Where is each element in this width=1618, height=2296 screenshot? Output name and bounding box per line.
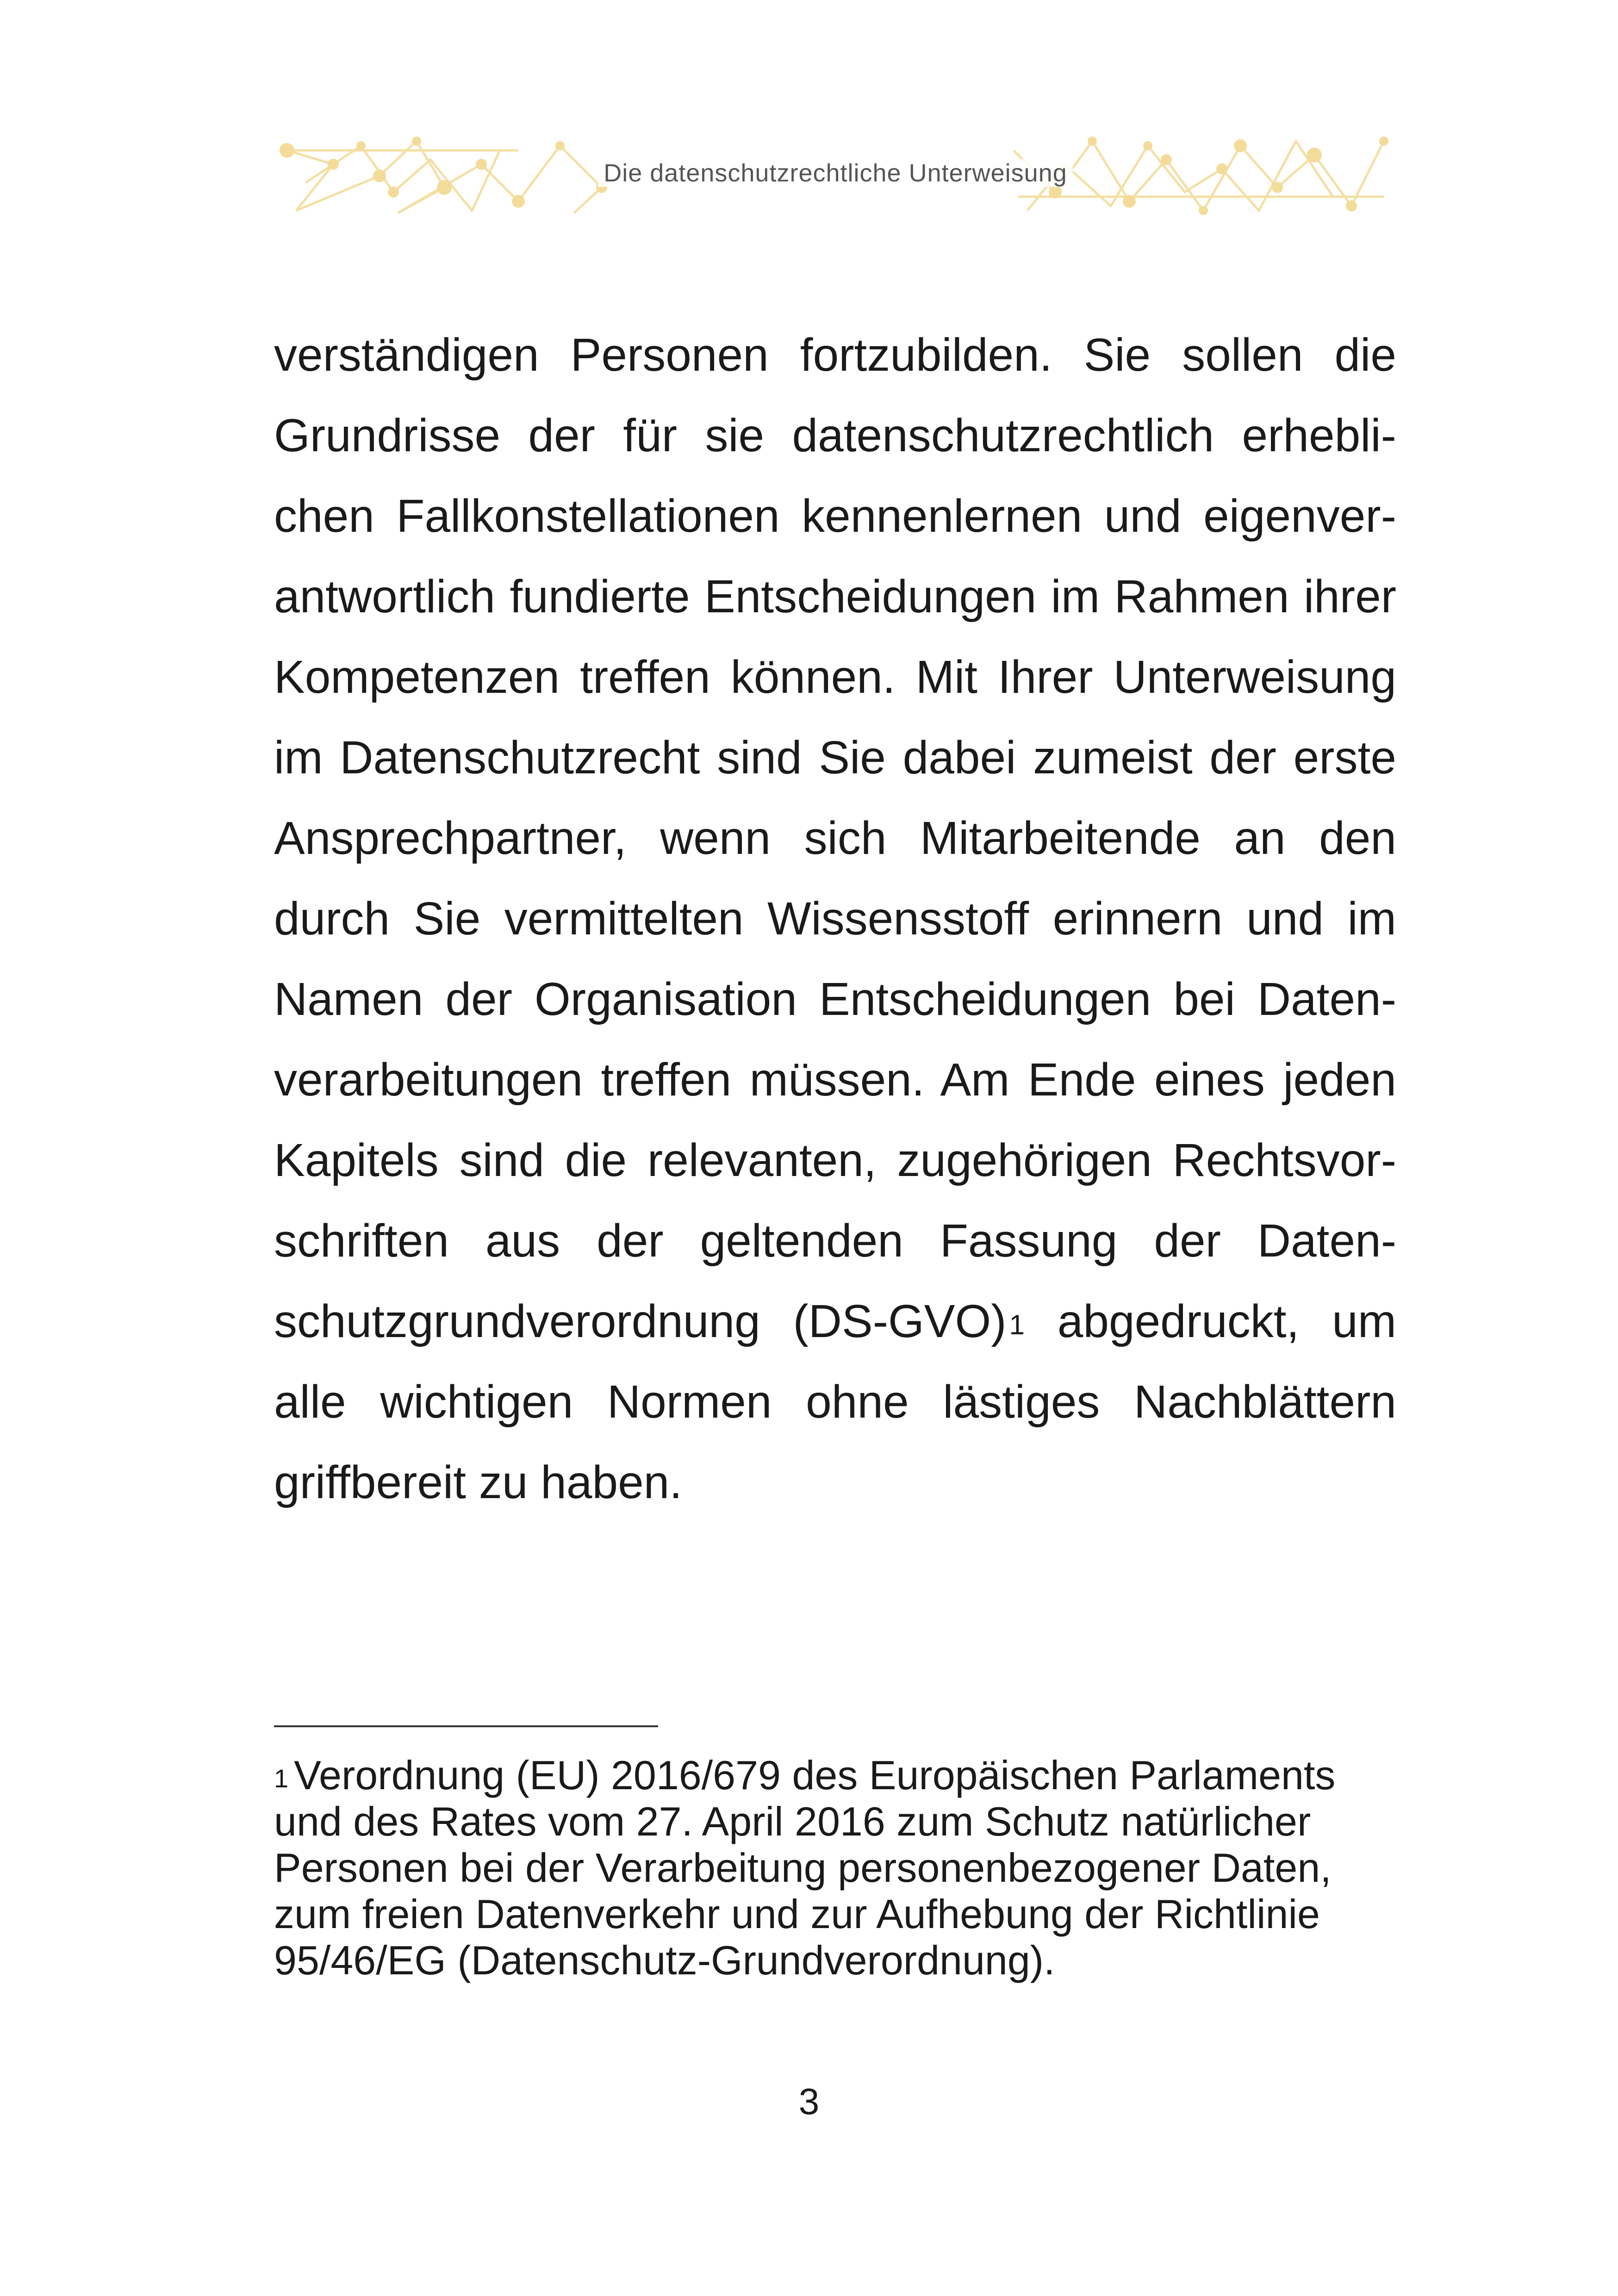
footnote-line: und des Rates vom 27. April 2016 zum Schutz natürlicher xyxy=(274,1798,1311,1844)
body-line: verständigen Personen fortzubilden. Sie sollen die xyxy=(274,329,1396,381)
body-line-text: schutzgrundverordnung (DS-GVO) xyxy=(274,1295,1007,1347)
body-line: griffbereit zu haben. xyxy=(274,1456,683,1508)
body-line: im Datenschutzrecht sind Sie dabei zumeist der erste xyxy=(274,732,1396,784)
page-number: 3 xyxy=(798,2081,820,2122)
body-line: durch Sie vermittelten Wissensstoff erinnern und im xyxy=(274,893,1396,945)
body-line: alle wichtigen Normen ohne lästiges Nachblättern xyxy=(274,1376,1396,1428)
body-paragraph xyxy=(274,315,1396,1523)
footnote-line xyxy=(274,1752,1394,1798)
body-line-with-footnote-ref xyxy=(274,1281,1396,1362)
body-line: antwortlich fundierte Entscheidungen im Rahmen ihrer xyxy=(274,571,1396,622)
body-line: Ansprechpartner, wenn sich Mitarbeitende an den xyxy=(274,812,1396,864)
body-line: Kompetenzen treffen können. Mit Ihrer Unterweisung xyxy=(274,651,1396,703)
footnote xyxy=(274,1752,1394,1984)
footnote-divider xyxy=(274,1725,658,1727)
header-title-text: Die datenschutzrechtliche Unterweisung xyxy=(598,159,1073,187)
body-line: chen Fallkonstellationen kennenlernen und eigenver- xyxy=(274,490,1396,542)
body-line: Namen der Organisation Entscheidungen bei Daten- xyxy=(274,973,1396,1025)
body-line: verarbeitungen treffen müssen. Am Ende eines jeden xyxy=(274,1054,1396,1106)
body-line: Grundrisse der für sie datenschutzrechtlich erhebli- xyxy=(274,410,1396,461)
running-header xyxy=(278,132,1393,218)
header-title xyxy=(278,159,1393,187)
footnote-line: Personen bei der Verarbeitung personenbezogener Daten, xyxy=(274,1845,1332,1891)
footnote-reference[interactable]: 1 xyxy=(1009,1309,1025,1340)
body-line-text: abgedruckt, um xyxy=(1024,1295,1396,1347)
footnote-line: zum freien Datenverkehr und zur Aufhebung der Richtlinie xyxy=(274,1891,1320,1937)
footnote-line: 95/46/EG (Datenschutz-Grundverordnung). xyxy=(274,1937,1055,1983)
body-line: Kapitels sind die relevanten, zugehörigen Rechtsvor- xyxy=(274,1134,1396,1186)
footnote-text: Verordnung (EU) 2016/679 des Europäischen Parlaments xyxy=(294,1752,1336,1798)
body-line: schriften aus der geltenden Fassung der Daten- xyxy=(274,1215,1396,1267)
footnote-marker: 1 xyxy=(274,1764,289,1793)
